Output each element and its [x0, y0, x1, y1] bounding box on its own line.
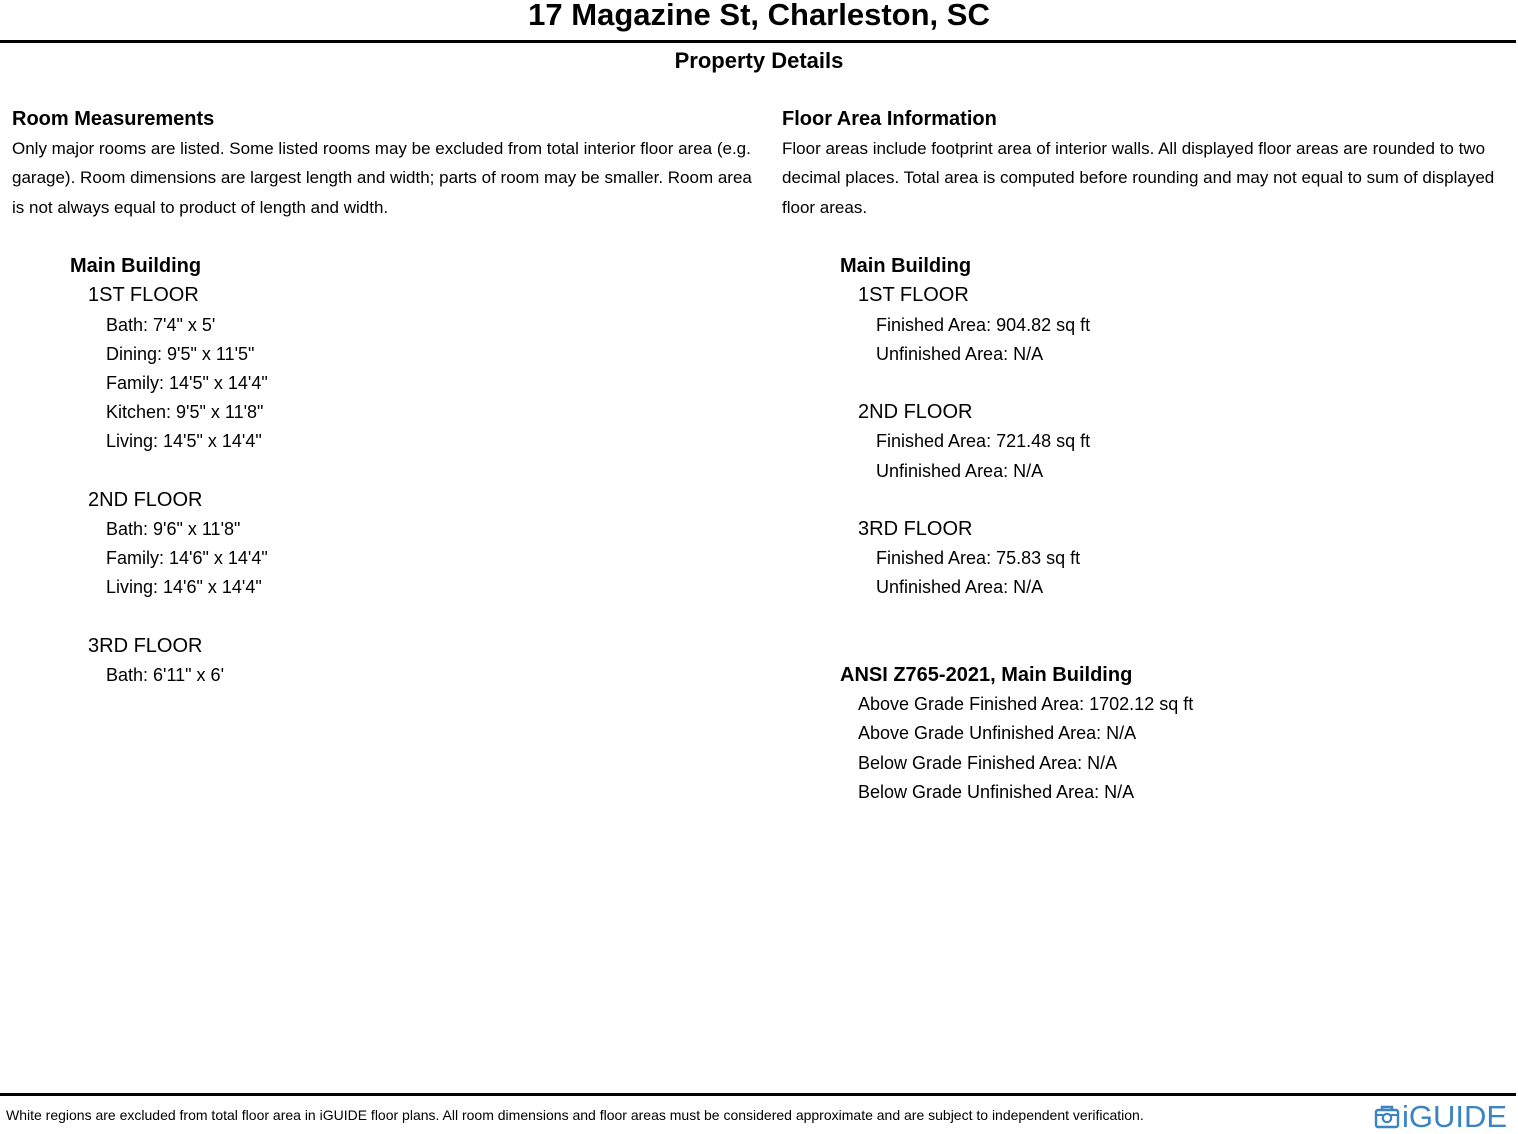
room-entry: Living: 14'5" x 14'4" — [106, 431, 262, 452]
unfinished-area: Unfinished Area: N/A — [876, 460, 1044, 481]
room-entry: Kitchen: 9'5" x 11'8" — [106, 402, 264, 423]
floor-area-note: Floor areas include footprint area of interior walls. All displayed floor areas are rounded to two decimal places. Total area is computed before rounding and may not equal to sum of displayed floor areas. — [782, 139, 1495, 217]
area-floor-label: 2ND FLOOR — [858, 401, 973, 424]
page-title: 17 Magazine St, Charleston, SC — [528, 0, 990, 32]
room-entry: Bath: 9'6" x 11'8" — [106, 519, 241, 540]
ansi-item: Above Grade Unfinished Area: N/A — [858, 723, 1137, 744]
room-entry: Living: 14'6" x 14'4" — [106, 577, 262, 598]
room-measurements-note: Only major rooms are listed. Some listed rooms may be excluded from total interior floor area (e.g. garage). Room dimensions are largest length and width; parts of room may be smaller. Room area is not always equal to product of length and width. — [12, 139, 752, 217]
room-measurements-heading: Room Measurements — [12, 108, 215, 130]
room-building-heading: Main Building — [70, 255, 202, 278]
ansi-item: Below Grade Finished Area: N/A — [858, 752, 1118, 773]
room-floor-label: 3RD FLOOR — [88, 634, 203, 657]
area-building-heading: Main Building — [840, 255, 972, 278]
floor-area-heading: Floor Area Information — [782, 108, 997, 130]
logo-wordmark: iGUIDE — [1402, 1099, 1508, 1134]
room-floor-label: 2ND FLOOR — [88, 488, 203, 511]
room-floor-label: 1ST FLOOR — [88, 284, 199, 307]
room-entry: Family: 14'6" x 14'4" — [106, 548, 268, 569]
footer-divider — [0, 1093, 1516, 1096]
title-divider — [0, 40, 1516, 43]
unfinished-area: Unfinished Area: N/A — [876, 343, 1044, 364]
room-entry: Bath: 6'11" x 6' — [106, 665, 225, 686]
footer-disclaimer: White regions are excluded from total floor area in iGUIDE floor plans. All room dimensions and floor areas must be considered approximate and are subject to independent verification. — [6, 1107, 1144, 1123]
iguide-logo — [1374, 1100, 1507, 1134]
area-floor-label: 3RD FLOOR — [858, 518, 973, 541]
finished-area: Finished Area: 75.83 sq ft — [876, 548, 1081, 569]
finished-area: Finished Area: 721.48 sq ft — [876, 431, 1091, 452]
room-entry: Family: 14'5" x 14'4" — [106, 373, 268, 394]
floor-area-section — [782, 105, 1518, 807]
unfinished-area: Unfinished Area: N/A — [876, 577, 1044, 598]
finished-area: Finished Area: 904.82 sq ft — [876, 314, 1091, 335]
ansi-heading: ANSI Z765-2021, Main Building — [840, 664, 1133, 687]
page-subtitle: Property Details — [674, 48, 844, 73]
room-entry: Dining: 9'5" x 11'5" — [106, 343, 255, 364]
iguide-camera-icon — [1374, 1104, 1400, 1130]
ansi-item: Above Grade Finished Area: 1702.12 sq ft — [858, 694, 1194, 715]
area-floor-label: 1ST FLOOR — [858, 284, 969, 307]
ansi-item: Below Grade Unfinished Area: N/A — [858, 781, 1135, 802]
room-measurements-section — [12, 105, 752, 690]
room-entry: Bath: 7'4" x 5' — [106, 314, 216, 335]
